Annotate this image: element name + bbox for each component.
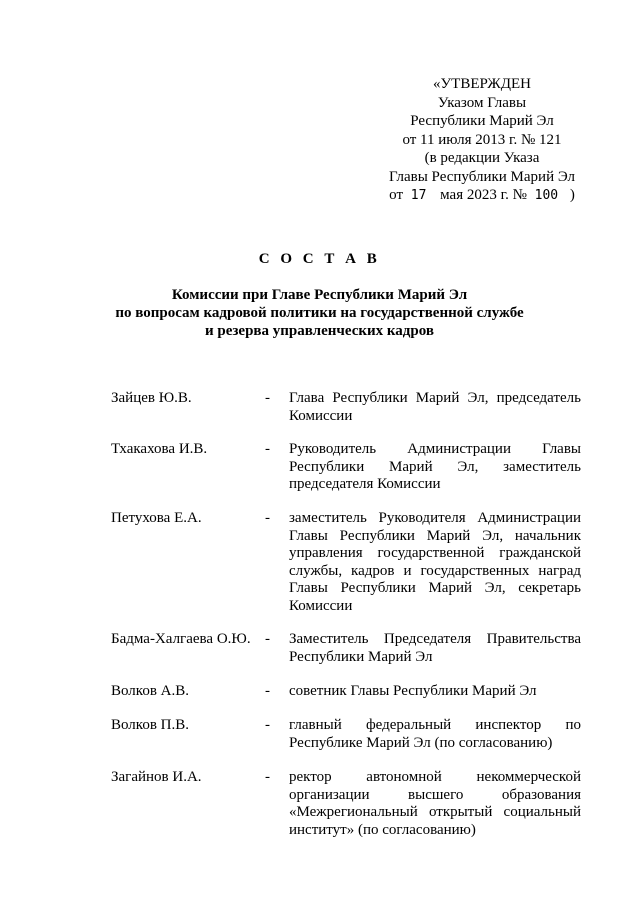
date-day: 17	[410, 188, 427, 203]
member-name: Волков П.В.	[111, 717, 189, 733]
member-role: главный федеральный инспектор по Республике Марий Эл (по согласованию)	[289, 717, 581, 751]
approval-line: Указом Главы	[437, 94, 527, 111]
document-subtitle	[0, 286, 639, 340]
member-dash: -	[265, 510, 270, 526]
member-dash: -	[265, 717, 270, 733]
approval-date-line	[372, 186, 592, 206]
member-role: заместитель Руководителя Администрации Главы Республики Марий Эл, начальник управления государственной гражданской службы, кадров и государственных наград Главы Республики Марий Эл, секретарь Комиссии	[289, 510, 581, 614]
member-name: Зайцев Ю.В.	[111, 390, 192, 406]
subtitle-line: Комиссии при Главе Республики Марий Эл	[171, 287, 468, 303]
approval-line: (в редакции Указа	[424, 150, 540, 166]
member-name: Волков А.В.	[111, 683, 189, 699]
subtitle-line: и резерва управленческих кадров	[205, 323, 434, 339]
approval-line: «УТВЕРЖДЕН	[433, 76, 531, 92]
member-row	[111, 631, 581, 666]
member-name: Загайнов И.А.	[111, 769, 202, 785]
date-middle: мая 2023 г. №	[440, 187, 527, 203]
member-row	[111, 390, 581, 425]
member-name: Бадма-Халгаева О.Ю.	[111, 631, 251, 647]
approval-stamp	[372, 75, 592, 206]
member-row	[111, 683, 581, 701]
member-row	[111, 441, 581, 494]
member-role: советник Главы Республики Марий Эл	[289, 683, 537, 699]
member-dash: -	[265, 390, 270, 406]
member-dash: -	[265, 683, 270, 699]
member-dash: -	[265, 441, 270, 457]
approval-line: Главы Республики Марий Эл	[388, 168, 576, 185]
approval-line: от 11 июля 2013 г. № 121	[402, 131, 562, 148]
member-role: Глава Республики Марий Эл, председатель Комиссии	[289, 390, 581, 424]
decree-number: 100	[534, 188, 559, 203]
document-title: С О С Т А В	[258, 251, 381, 267]
subtitle-line: по вопросам кадровой политики на государственной службе	[115, 305, 524, 321]
member-role: ректор автономной некоммерческой организации высшего образования «Межрегиональный открытый социальный институт» (по согласованию)	[289, 769, 581, 838]
date-suffix: )	[569, 187, 575, 203]
member-role: Заместитель Председателя Правительства Республики Марий Эл	[289, 631, 581, 665]
member-role: Руководитель Администрации Главы Республики Марий Эл, заместитель председателя Комиссии	[289, 441, 581, 492]
member-row	[111, 717, 581, 752]
member-name: Тхакахова И.В.	[111, 441, 208, 457]
member-dash: -	[265, 769, 270, 785]
approval-line: Республики Марий Эл	[410, 113, 554, 129]
member-row	[111, 510, 581, 615]
member-dash: -	[265, 631, 270, 647]
date-prefix: от	[389, 187, 403, 203]
member-row	[111, 769, 581, 839]
member-name: Петухова Е.А.	[111, 510, 202, 526]
